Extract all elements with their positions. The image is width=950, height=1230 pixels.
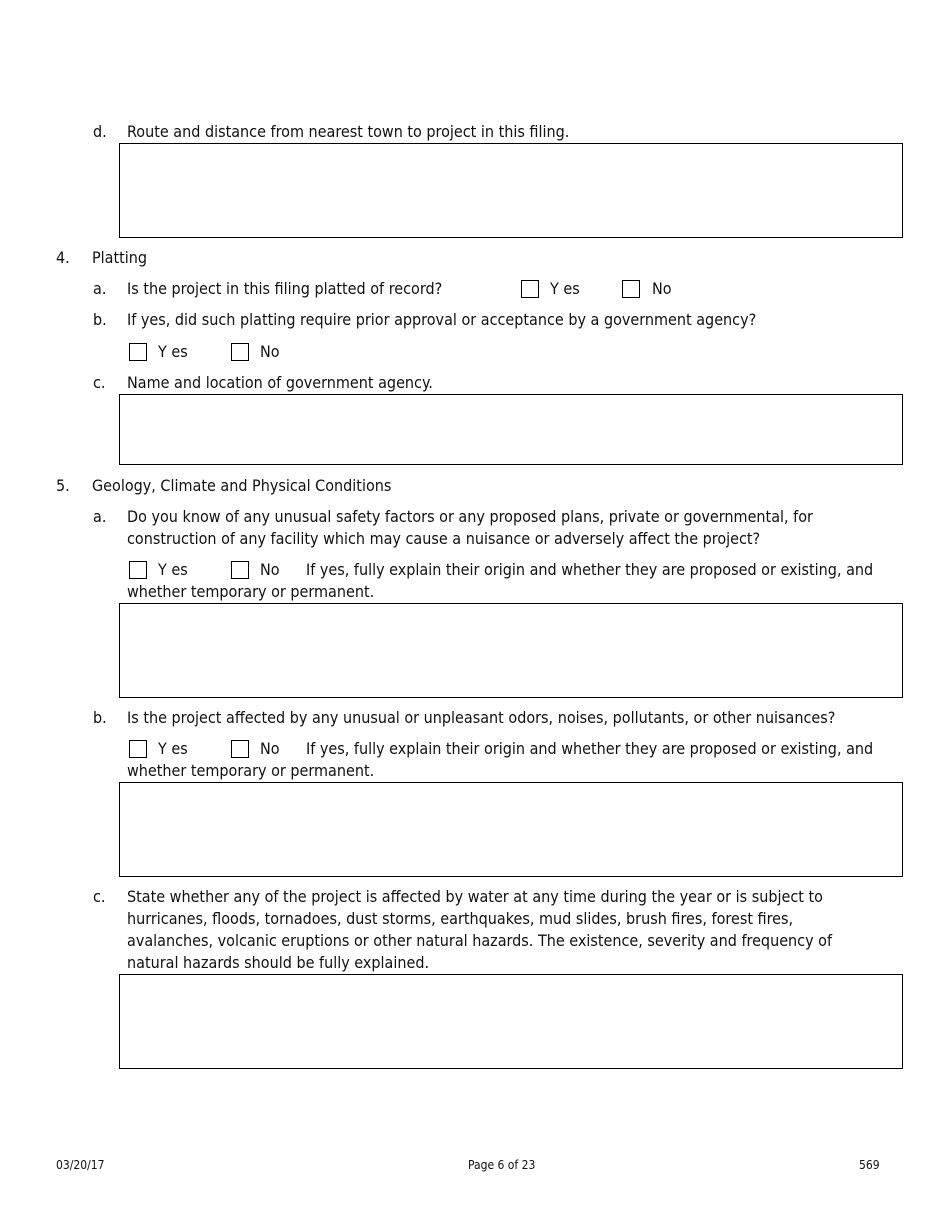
- route-distance-field[interactable]: [119, 143, 903, 238]
- item-5b-marker: b.: [93, 708, 107, 727]
- item-5c-question-line4: natural hazards should be fully explained.: [127, 953, 430, 972]
- footer-page-number: Page 6 of 23: [468, 1158, 536, 1172]
- item-d-question: Route and distance from nearest town to project in this filing.: [127, 122, 570, 141]
- item-5c-question-line3: avalanches, volcanic eruptions or other natural hazards. The existence, severity and frequency of: [127, 931, 833, 950]
- item-5a-marker: a.: [93, 507, 107, 526]
- nuisance-no-label: No: [260, 739, 280, 758]
- platted-yes-label: Y es: [550, 279, 580, 298]
- government-agency-field[interactable]: [119, 394, 903, 465]
- item-4c-question: Name and location of government agency.: [127, 373, 433, 392]
- platted-yes-checkbox[interactable]: [521, 280, 539, 298]
- item-5c-question-line1: State whether any of the project is affected by water at any time during the year or is subject to: [127, 887, 823, 906]
- approval-yes-checkbox[interactable]: [129, 343, 147, 361]
- approval-no-checkbox[interactable]: [231, 343, 249, 361]
- section-4-number: 4.: [56, 248, 70, 267]
- platted-no-checkbox[interactable]: [622, 280, 640, 298]
- safety-yes-label: Y es: [158, 560, 188, 579]
- item-5b-question: Is the project affected by any unusual or unpleasant odors, noises, pollutants, or other nuisances?: [127, 708, 836, 727]
- safety-explanation-field[interactable]: [119, 603, 903, 698]
- nuisance-explain-line1: If yes, fully explain their origin and whether they are proposed or existing, and: [306, 739, 874, 758]
- item-5c-marker: c.: [93, 887, 106, 906]
- natural-hazards-field[interactable]: [119, 974, 903, 1069]
- item-5a-question-line2: construction of any facility which may cause a nuisance or adversely affect the project?: [127, 529, 761, 548]
- item-4a-marker: a.: [93, 279, 107, 298]
- section-5-title: Geology, Climate and Physical Conditions: [92, 476, 392, 495]
- safety-explain-line1: If yes, fully explain their origin and whether they are proposed or existing, and: [306, 560, 874, 579]
- item-4b-marker: b.: [93, 310, 107, 329]
- nuisance-yes-label: Y es: [158, 739, 188, 758]
- item-4c-marker: c.: [93, 373, 106, 392]
- nuisance-explanation-field[interactable]: [119, 782, 903, 877]
- safety-explain-line2: whether temporary or permanent.: [127, 582, 375, 601]
- item-d-marker: d.: [93, 122, 107, 141]
- footer-date: 03/20/17: [56, 1158, 105, 1172]
- safety-no-label: No: [260, 560, 280, 579]
- nuisance-yes-checkbox[interactable]: [129, 740, 147, 758]
- safety-yes-checkbox[interactable]: [129, 561, 147, 579]
- approval-no-label: No: [260, 342, 280, 361]
- section-5-number: 5.: [56, 476, 70, 495]
- platted-no-label: No: [652, 279, 672, 298]
- item-5a-question-line1: Do you know of any unusual safety factors or any proposed plans, private or governmental, for: [127, 507, 813, 526]
- item-5c-question-line2: hurricanes, floods, tornadoes, dust storms, earthquakes, mud slides, brush fires, forest fires,: [127, 909, 794, 928]
- item-4a-question: Is the project in this filing platted of record?: [127, 279, 443, 298]
- item-4b-question: If yes, did such platting require prior approval or acceptance by a government agency?: [127, 310, 757, 329]
- safety-no-checkbox[interactable]: [231, 561, 249, 579]
- section-4-title: Platting: [92, 248, 148, 267]
- nuisance-no-checkbox[interactable]: [231, 740, 249, 758]
- footer-form-number: 569: [859, 1158, 880, 1172]
- approval-yes-label: Y es: [158, 342, 188, 361]
- nuisance-explain-line2: whether temporary or permanent.: [127, 761, 375, 780]
